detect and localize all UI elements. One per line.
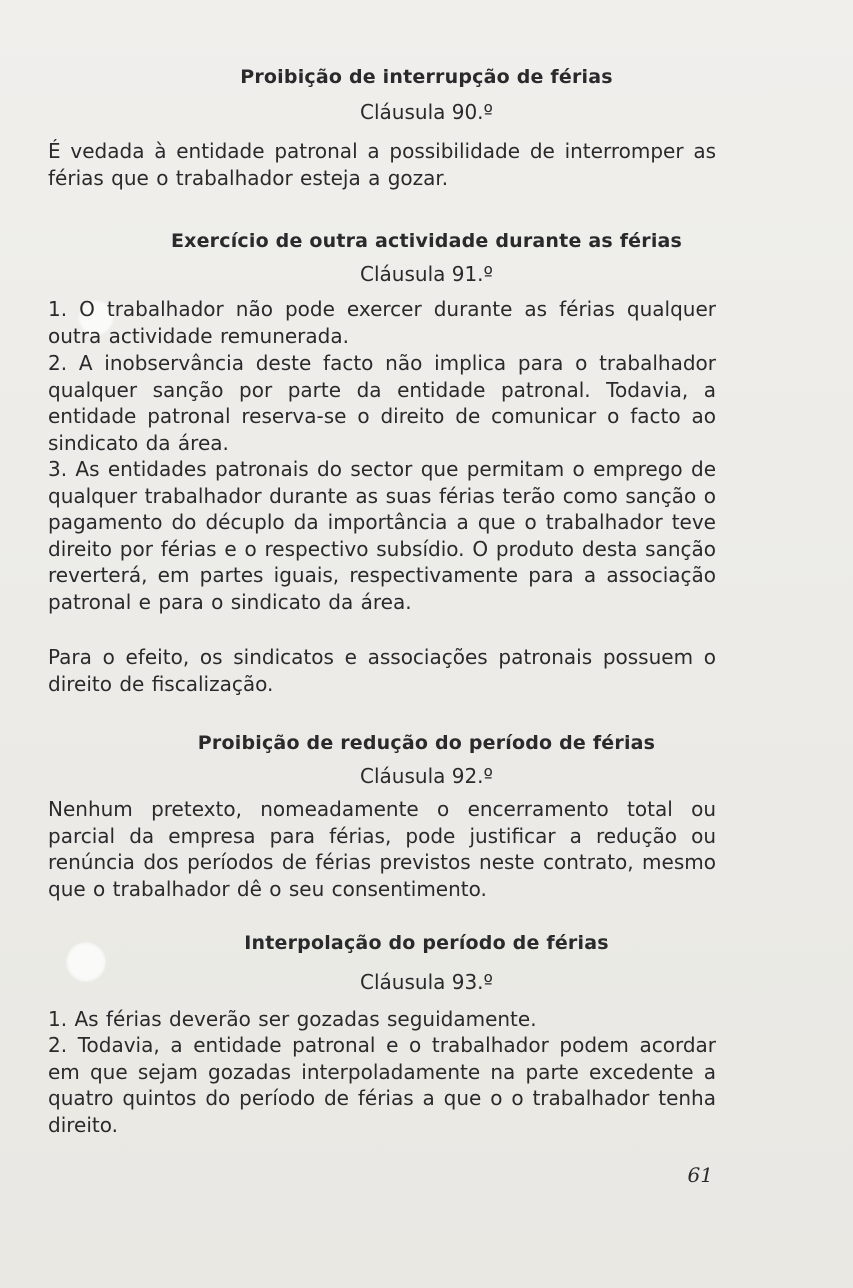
paragraph: 2. A inobservância deste facto não implica para o trabalhador qualquer sanção por parte da entidade patronal. Todavia, a entidade patronal reserva-se o direito de comunicar o facto ao sindicato da área.: [48, 351, 716, 455]
page-number: 61: [687, 1163, 713, 1187]
paragraph: Nenhum pretexto, nomeadamente o encerramento total ou parcial da empresa para férias, pode justificar a redução ou renúncia dos períodos de férias previstos neste contrato, mesmo que o trabalhador dê o seu consentimento.: [48, 797, 716, 901]
section-heading: Exercício de outra actividade durante as férias: [170, 230, 683, 252]
section-heading: Proibição de interrupção de férias: [240, 66, 613, 88]
paragraph: 3. As entidades patronais do sector que permitam o emprego de qualquer trabalhador durante as suas férias terão como sanção o pagamento do décuplo da importância a que o trabalhador teve direito por férias e o respectivo subsídio. O produto desta sanção reverterá, em partes iguais, respectivamente para a associação patronal e para o sindicato da área.: [48, 457, 716, 614]
paragraph: Para o efeito, os sindicatos e associações patronais possuem o direito de fiscalização.: [48, 645, 716, 696]
clause-number: Cláusula 93.º: [360, 970, 493, 994]
clause-number: Cláusula 91.º: [360, 262, 493, 286]
paragraph: 2. Todavia, a entidade patronal e o trabalhador podem acordar em que sejam gozadas interpoladamente na parte excedente a quatro quintos do período de férias a que o o trabalhador tenha direito.: [48, 1033, 716, 1137]
clause-number: Cláusula 90.º: [360, 100, 493, 124]
section-heading: Proibição de redução do período de férias: [197, 732, 656, 754]
paragraph: 1. O trabalhador não pode exercer durante as férias qualquer outra actividade remunerada.: [48, 297, 716, 348]
section-heading: Interpolação do período de férias: [244, 932, 609, 954]
paragraph: 1. As férias deverão ser gozadas seguidamente.: [48, 1007, 537, 1031]
clause-number: Cláusula 92.º: [360, 764, 493, 788]
paragraph: É vedada à entidade patronal a possibilidade de interromper as férias que o trabalhador esteja a gozar.: [48, 139, 716, 190]
